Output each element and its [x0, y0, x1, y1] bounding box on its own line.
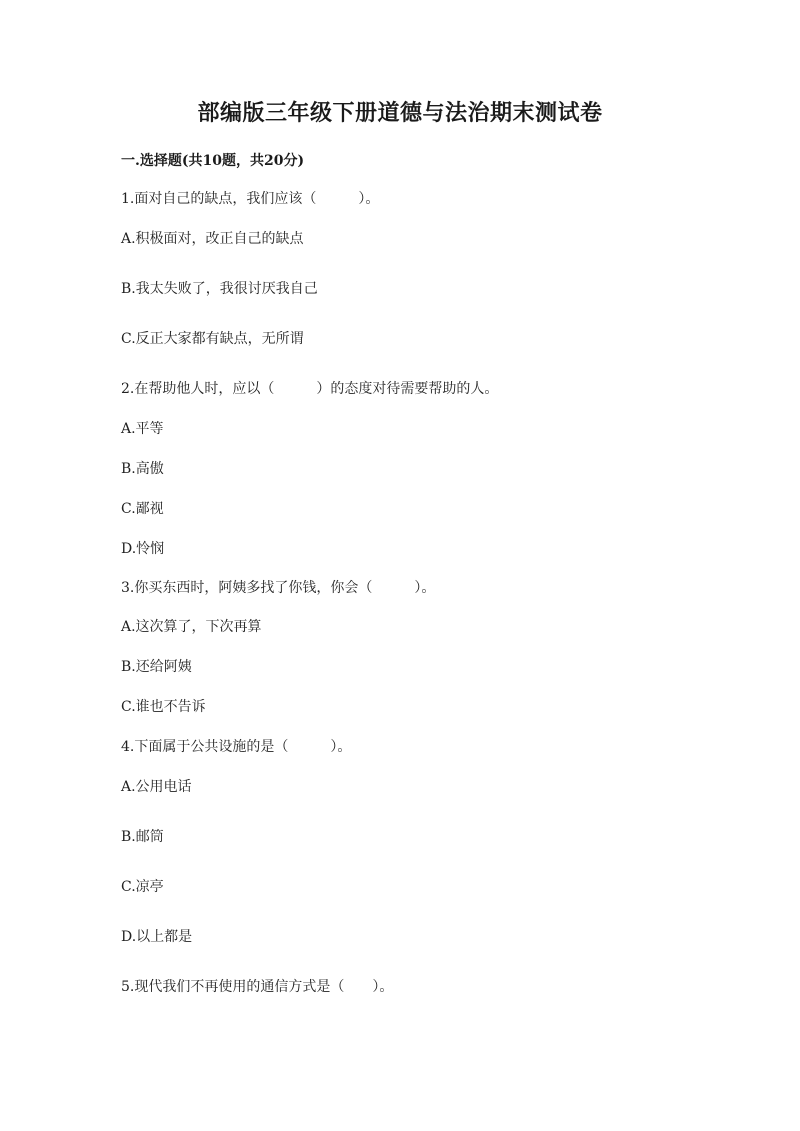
question-3-option-b: B.还给阿姨 — [121, 659, 192, 675]
question-1-option-c: C.反正大家都有缺点，无所谓 — [121, 331, 304, 347]
question-2-option-b: B.高傲 — [121, 461, 164, 477]
question-2-option-a: A.平等 — [121, 421, 164, 437]
section-heading: 一.选择题(共10题，共20分) — [121, 153, 305, 169]
question-4-option-a: A.公用电话 — [121, 779, 192, 795]
question-3-stem: 3.你买东西时，阿姨多找了你钱，你会（ ）。 — [121, 580, 436, 596]
question-5-stem: 5.现代我们不再使用的通信方式是（ ）。 — [121, 979, 394, 995]
question-4-option-b: B.邮筒 — [121, 829, 164, 845]
question-1-stem: 1.面对自己的缺点，我们应该（ ）。 — [121, 191, 380, 207]
question-4-option-d: D.以上都是 — [121, 929, 193, 945]
question-2-option-c: C.鄙视 — [121, 501, 164, 517]
question-1-option-b: B.我太失败了，我很讨厌我自己 — [121, 281, 318, 297]
question-2-stem: 2.在帮助他人时，应以（ ）的态度对待需要帮助的人。 — [121, 381, 499, 397]
question-1-option-a: A.积极面对，改正自己的缺点 — [121, 231, 304, 247]
question-4-option-c: C.凉亭 — [121, 879, 164, 895]
question-3-option-a: A.这次算了，下次再算 — [121, 619, 262, 635]
question-2-option-d: D.怜悯 — [121, 541, 165, 557]
page-title: 部编版三年级下册道德与法治期末测试卷 — [197, 100, 603, 126]
question-4-stem: 4.下面属于公共设施的是（ ）。 — [121, 739, 352, 755]
question-3-option-c: C.谁也不告诉 — [121, 699, 206, 715]
